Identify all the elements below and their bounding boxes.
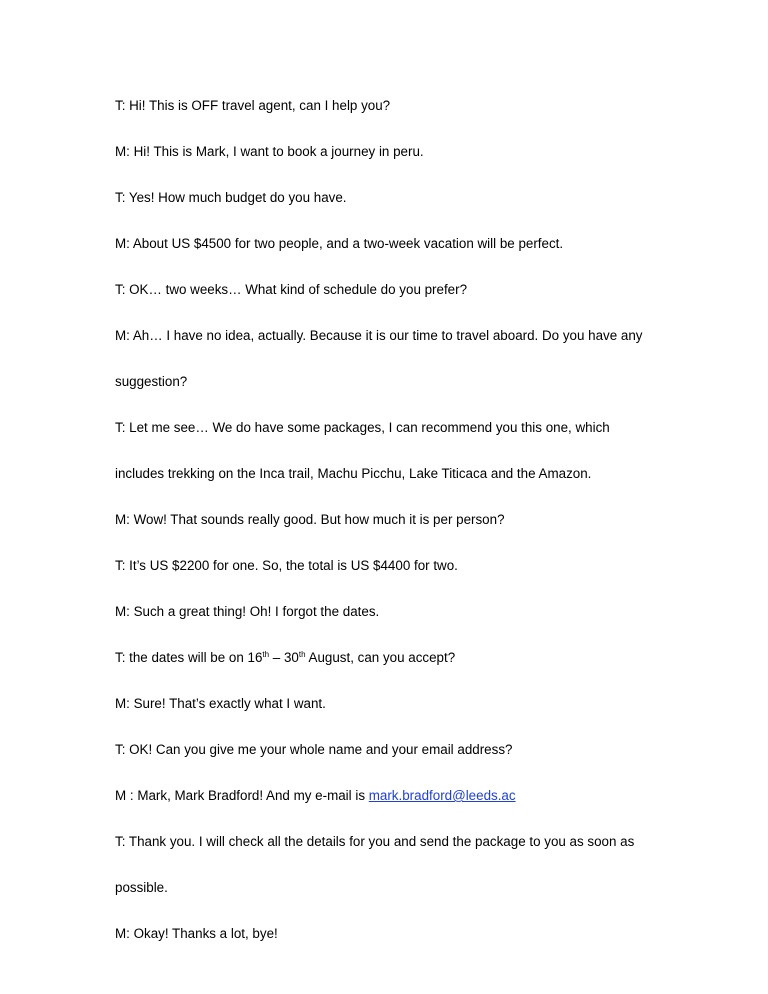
dialogue-line-continuation: suggestion? [115, 374, 188, 389]
dialogue-line: M: Such a great thing! Oh! I forgot the dates. [115, 604, 380, 619]
dialogue-line: M: Okay! Thanks a lot, bye! [115, 926, 278, 941]
dialogue-line-dates [115, 650, 455, 666]
dialogue-line: T: It’s US $2200 for one. So, the total is US $4400 for two. [115, 558, 458, 573]
ordinal-suffix: th [298, 650, 306, 659]
dialogue-line-continuation: possible. [115, 880, 168, 895]
dates-middle: – 30 [269, 650, 299, 665]
dialogue-line: T: Hi! This is OFF travel agent, can I help you? [115, 98, 391, 113]
dialogue-line-email [115, 788, 516, 804]
dialogue-line: T: OK… two weeks… What kind of schedule do you prefer? [115, 282, 468, 297]
dialogue-line: M: Ah… I have no idea, actually. Because it is our time to travel aboard. Do you have any [115, 328, 643, 343]
dialogue-line: T: Yes! How much budget do you have. [115, 190, 347, 205]
dialogue-line-continuation: includes trekking on the Inca trail, Machu Picchu, Lake Titicaca and the Amazon. [115, 466, 592, 481]
dialogue-line: T: Let me see… We do have some packages, I can recommend you this one, which [115, 420, 610, 435]
dialogue-line: M: Hi! This is Mark, I want to book a journey in peru. [115, 144, 424, 159]
dates-suffix: August, can you accept? [305, 650, 456, 665]
ordinal-suffix: th [262, 650, 270, 659]
dialogue-line: M: Sure! That’s exactly what I want. [115, 696, 326, 711]
dialogue-line: T: Thank you. I will check all the details for you and send the package to you as soon as [115, 834, 635, 849]
dialogue-line: T: OK! Can you give me your whole name and your email address? [115, 742, 513, 757]
email-prefix: M : Mark, Mark Bradford! And my e-mail is [115, 788, 369, 803]
dialogue-line: M: About US $4500 for two people, and a two-week vacation will be perfect. [115, 236, 564, 251]
dialogue-line: M: Wow! That sounds really good. But how much it is per person? [115, 512, 505, 527]
email-link[interactable]: mark.bradford@leeds.ac [368, 788, 516, 803]
dates-prefix: T: the dates will be on 16 [115, 650, 263, 665]
